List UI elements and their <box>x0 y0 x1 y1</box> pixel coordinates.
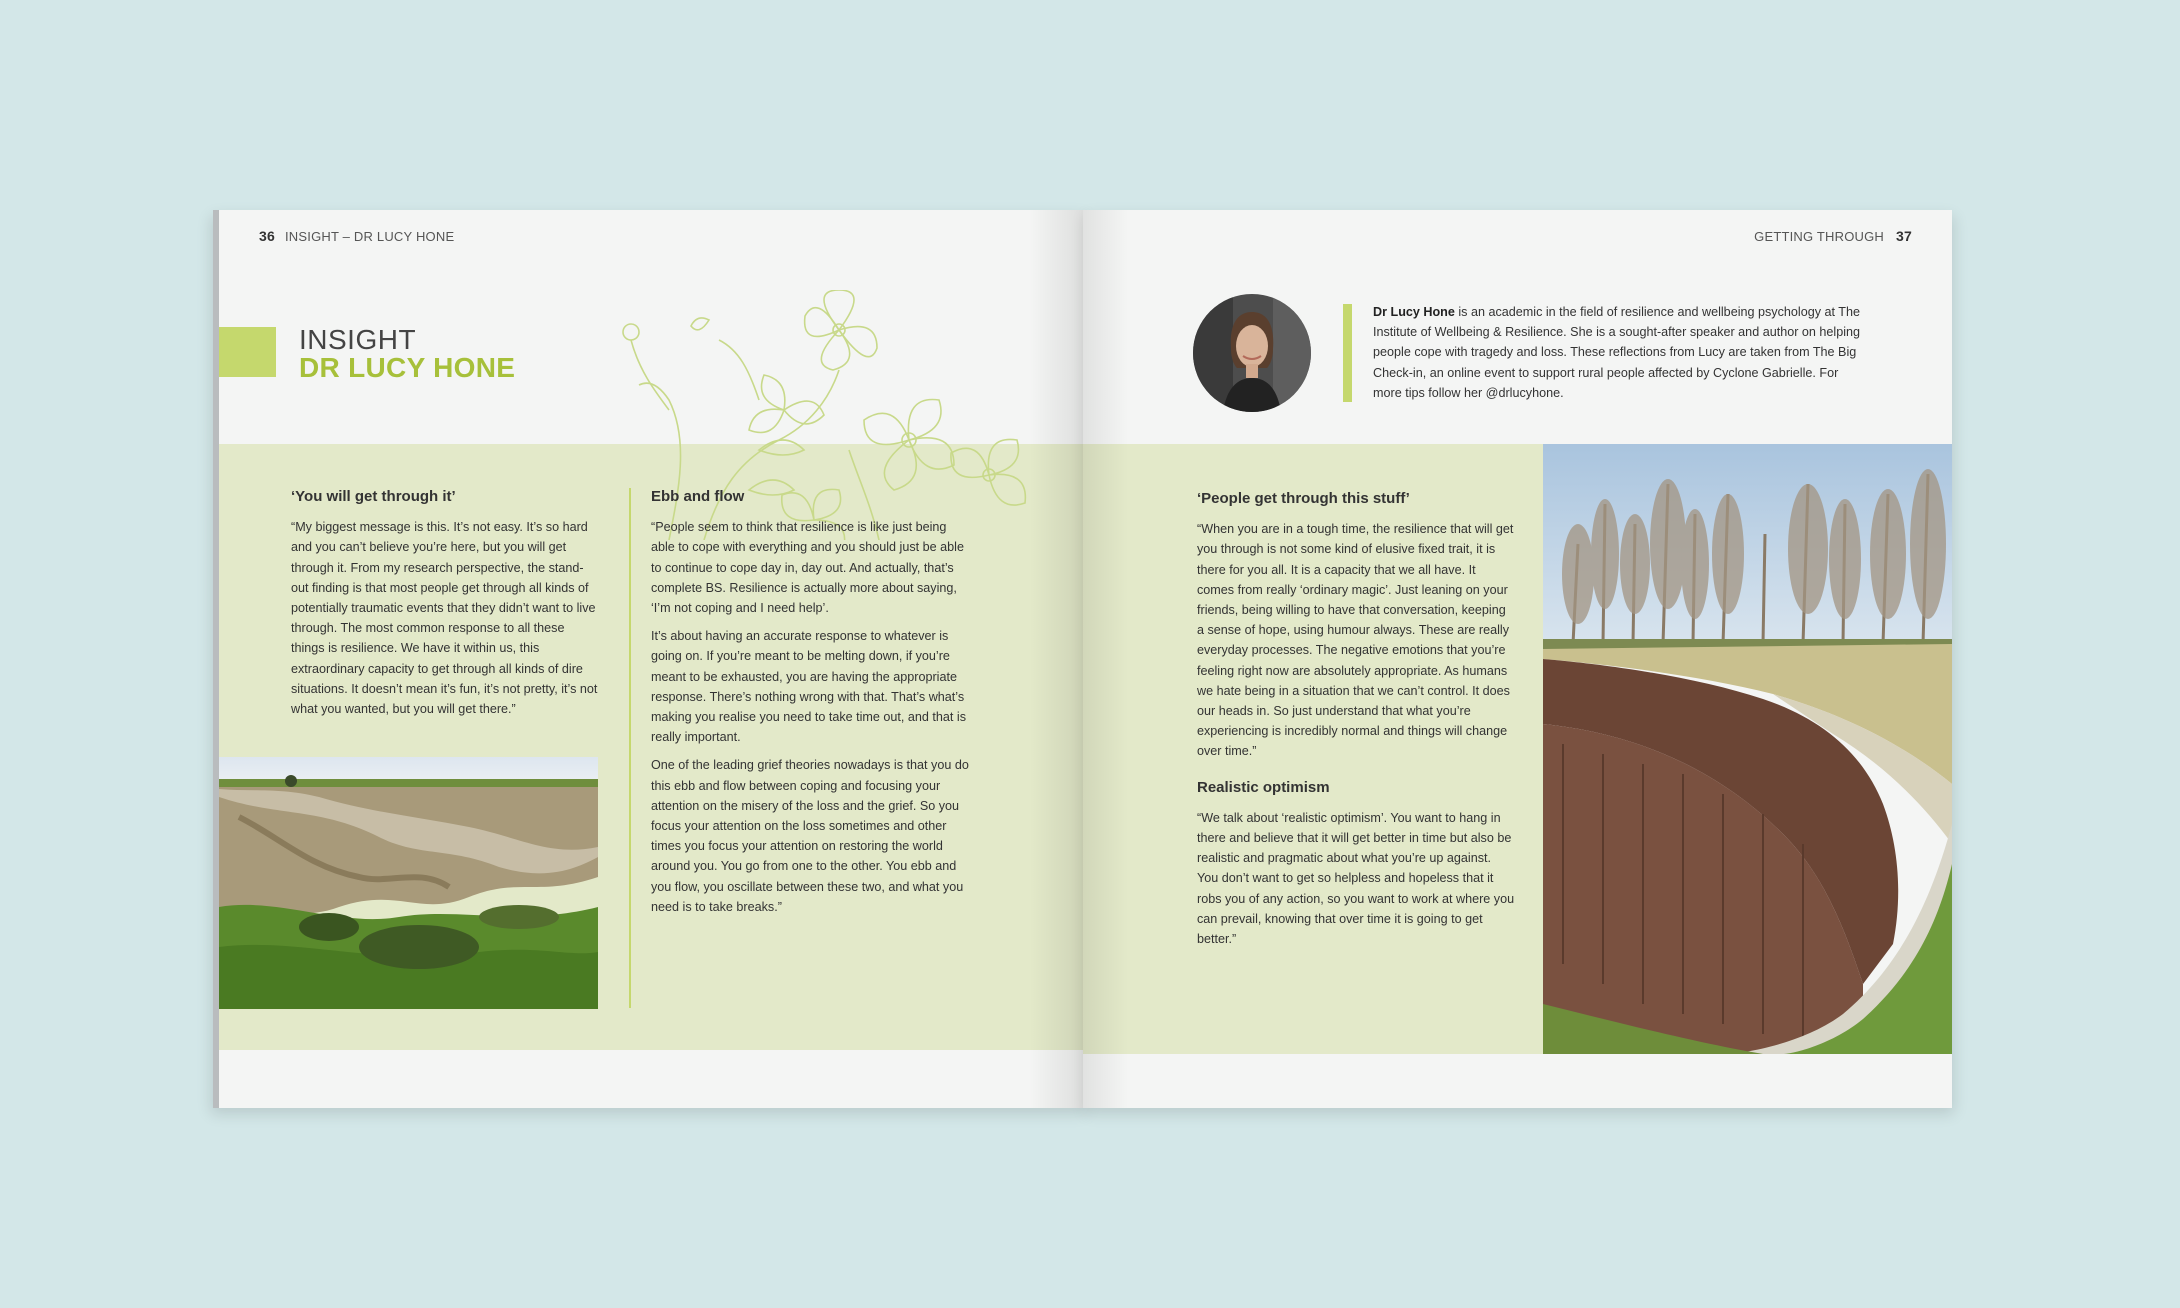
article-title: DR LUCY HONE <box>299 352 516 383</box>
magazine-spread <box>213 210 1952 1108</box>
paragraph: “My biggest message is this. It’s not easy. It’s so hard and you can’t believe you’re here, but you will get through it. From my research perspective, the stand-out finding is that most people get through all kinds of potentially traumatic events that they didn’t want to live through. The most common response to all these things is resilience. We have it within us, this extraordinary capacity to get through all kinds of dire situations. It doesn’t mean it’s fun, it’s not pretty, it’s not what you wanted, but you will get there.” <box>291 520 598 717</box>
ravine-landscape-photo <box>219 757 598 1009</box>
column-ebb-and-flow <box>651 487 971 925</box>
section-heading: ‘You will get through it’ <box>291 488 456 505</box>
bio-text: is an academic in the field of resilience and wellbeing psychology at The Institute of Wellbeing & Resilience. She is a sought-after speaker and author on helping people cope with tragedy and loss. These reflections from Lucy are taken from The Big Check-in, an online event to support rural people affected by Cyclone Gabrielle. For more tips follow her @drlucyhone. <box>1373 305 1861 400</box>
section-heading: ‘People get through this stuff’ <box>1197 490 1410 507</box>
paragraph: “When you are in a tough time, the resilience that will get you through is not some kind of elusive fixed trait, it is there for you all. It is a capacity that we all have. It comes from really ‘ordinary magic’. Just leaning on your friends, being willing to have that conversation, keeping a sense of hope, using humour always. These are really everyday processes. The negative emotions that you’re feeling right now are absolutely appropriate. As humans we hate being in a situation that we can’t control. It does our heads in. So just understand that what you’re experiencing is incredibly normal and things will change over time.” <box>1197 522 1514 759</box>
right-folio <box>1754 228 1912 244</box>
paragraph: It’s about having an accurate response to whatever is going on. If you’re meant to be melting down, if you’re meant to be exhausted, you are having the appropriate response. There’s nothing wrong with that. That’s what’s making you realise you need to take time out, and that is really important. <box>651 629 967 745</box>
author-portrait <box>1193 294 1311 412</box>
paragraph: “People seem to think that resilience is like just being able to cope with everything and you should just be able to continue to cope day in, day out. And actually, that’s complete BS. Resilience is actually more about saying, ‘I’m not coping and I need help’. <box>651 520 964 616</box>
title-accent-block <box>219 327 276 377</box>
page-number: 37 <box>1896 228 1912 244</box>
left-folio <box>259 228 454 244</box>
paragraph: “We talk about ‘realistic optimism’. You want to hang in there and believe that it will get better in time but also be realistic and pragmatic about what you’re up against. You don’t want to get so helpless and hopeless that it robs you of any action, so you want to work at where you can prevail, knowing that over time it is going to get better.” <box>1197 810 1515 947</box>
column-people-get-through-this-stuff <box>1197 489 1515 957</box>
section-heading: Realistic optimism <box>1197 778 1330 796</box>
page-number: 36 <box>259 228 275 244</box>
paragraph: One of the leading grief theories nowadays is that you do this ebb and flow between coping and focusing your attention on the misery of the loss and the grief. So you focus your attention on the loss sometimes and other times you focus your attention on restoring the world around you. You go from one to the other. You ebb and you flow, you oscillate between these two, and what you need is to take breaks.” <box>651 758 969 914</box>
bio-accent-bar <box>1343 304 1352 402</box>
article-kicker: INSIGHT <box>299 324 417 355</box>
bio-name: Dr Lucy Hone <box>1373 305 1455 319</box>
running-head: GETTING THROUGH <box>1754 229 1885 244</box>
column-divider <box>629 488 631 1008</box>
right-page <box>1083 210 1952 1108</box>
running-head: INSIGHT – DR LUCY HONE <box>284 229 455 244</box>
vineyard-photo <box>1543 444 1952 1054</box>
left-page <box>213 210 1089 1108</box>
author-bio <box>1373 302 1863 403</box>
section-heading: Ebb and flow <box>651 488 745 505</box>
column-you-will-get-through-it <box>291 487 601 727</box>
